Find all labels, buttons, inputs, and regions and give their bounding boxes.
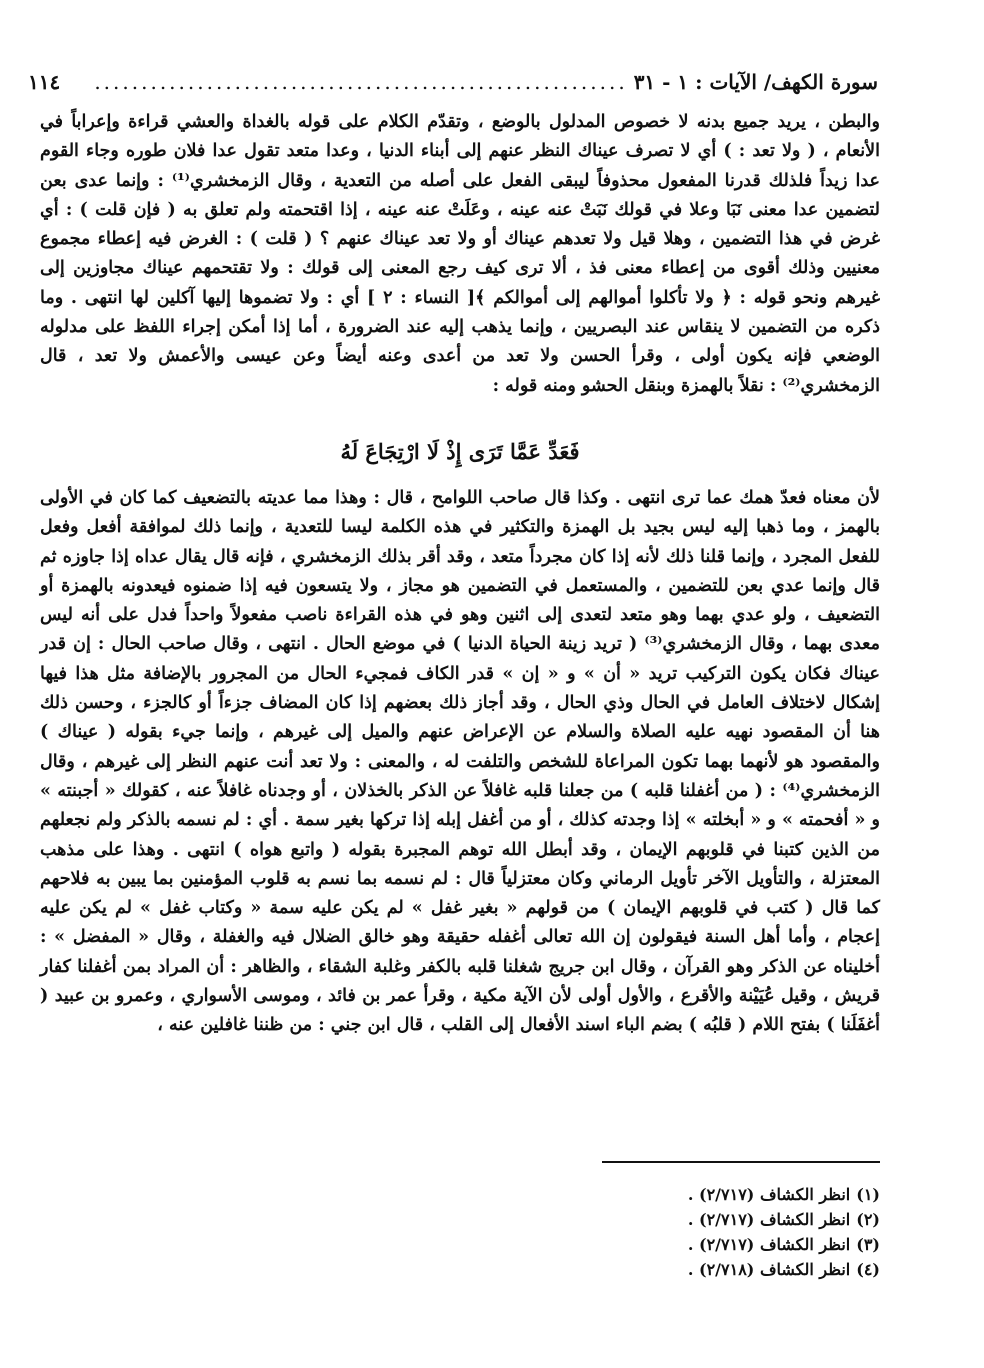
footnote-item (480, 1207, 880, 1232)
footnote-number: (١) (856, 1185, 880, 1204)
footnote-number: (٢) (856, 1210, 880, 1229)
paragraph-2: لأن معناه فعدّ همك عما ترى انتهى . وكذا قال صاحب اللوامح ، قال : وهذا مما عديته بالتضعيف كما كان في الأولى بالهمز ، وما ذهبا إليه ليس بجيد بل الهمزة والتكثير في هذه الكلمة ليسا للتعدية ، وإنما ذلك لموافقة أفعل وفعل للفعل المجرد ، وإنما قلنا ذلك لأنه إذا كان مجرداً متعد ، وقد أقر بذلك الزمخشري ، فإنه قال يقال عداه إذا جاوزه ثم قال وإنما عدي بعن للتضمين ، والمستعمل في التضمين هو مجاز ، ولا يتسعون فيه إذا ضمنوه فيعدونه بالهمزة أو التضعيف ، ولو عدي بهما وهو متعد لتعدى إلى اثنين وهو في هذه القراءة ناصب مفعولاً واحداً فدل على أنه ليس معدى بهما ، وقال الزمخشري⁽³⁾ ( تريد زينة الحياة الدنيا ) في موضع الحال . انتهى ، وقال صاحب الحال : إن قدر عيناك فكان يكون التركيب تريد « أن » و « إن » قدر الكاف فمجيء الحال من المجرور بالإضافة مثل هذا فيها إشكال لاختلاف العامل في الحال وذي الحال ، وقد أجاز ذلك بعضهم إذا كان المضاف جزءاً أو كالجزء ، وحسن ذلك هنا أن المقصود نهيه عليه الصلاة والسلام عن الإعراض عنهم والميل إلى غيرهم ، وإنما جيء بقوله ( عيناك ) والمقصود هو لأنهما بهما تكون المراعاة للشخص والتلفت له ، والمعنى : ولا تعد أنت عنهم النظر إلى غيرهم ، وقال الزمخشري⁽⁴⁾ : ( من أغفلنا قلبه ) من جعلنا قلبه غافلاً عن الذكر بالخذلان ، أو وجدناه غافلاً عنه ، كقولك « أجبنته » و « أفحمته » و « أبخلته » إذا وجدته كذلك ، أو من أغفل إبله إذا تركها بغير سمة . أي : لم نسمه بالذكر ولم نجعلهم من الذين كتبنا في قلوبهم الإيمان ، وقد أبطل الله توهم المجبرة بقوله ( واتبع هواه ) انتهى . وهذا على مذهب المعتزلة ، والتأويل الآخر تأويل الرماني وكان معتزلياً قال : لم نسمه بما نسم به قلوب المؤمنين بما يبين به فلاحهم كما قال ( كتب في قلوبهم الإيمان ) من قولهم « بغير غفل » لم يكن عليه سمة « وكتاب غفل » لم يكن عليه إعجام ، وأما أهل السنة فيقولون إن الله تعالى أغفله حقيقة وهو خالق الضلال فيه والغفلة ، وقال « المفضل » : أخليناه عن الذكر وهو القرآن ، وقال ابن جريج شغلنا قلبه بالكفر وغلبة الشقاء ، والظاهر : أن المراد بمن أغفلنا كفار قريش ، وقيل عُيَيْنة والأقرع ، والأول أولى لأن الآية مكية ، وقرأ عمر بن فائد ، وموسى الأسواري ، وعمرو بن عبيد ( أغفَلَنا ) بفتح اللام ( قلبُه ) بضم الباء اسند الأفعال إلى القلب ، قال ابن جني : من ظننا غافلين عنه ، (40, 488, 880, 1036)
footnote-number: (٤) (856, 1260, 880, 1279)
page-header (28, 62, 878, 94)
poetry-verse: فَعَدِّ عَمَّا تَرَى إِذْ لَا ارْتِجَاعَ لَهُ (340, 439, 580, 464)
footnote-item (480, 1182, 880, 1207)
header-leader-dots: ......................................................... (94, 70, 628, 94)
footnote-text: انظر الكشاف (٢/٧١٧) . (687, 1210, 851, 1229)
footnote-separator (602, 1161, 880, 1163)
footnote-text: انظر الكشاف (٢/٧١٧) . (687, 1185, 851, 1204)
paragraph-1: والبطن ، يريد جميع بدنه لا خصوص المدلول بالوضع ، وتقدّم الكلام على قوله بالغداة والعشي قراءة وإعراباً في الأنعام ، ( ولا تعد : ) أي لا تصرف عيناك النظر عنهم إلى أبناء الدنيا ، وعدا متعد تقول عدا فلان طوره وجاء القوم عدا زيداً فلذلك قدرنا المفعول محذوفاً ليبقى الفعل على أصله من التعدية ، وقال الزمخشري⁽¹⁾ : وإنما عدى بعن لتضمين عدا معنى نَبَا وعلا في قولك نَبَتْ عنه عينه ، وعَلَتْ عنه عينه ، إذا اقتحمته ولم تعلق به ( فإن قلت ) : أي غرض في هذا التضمين ، وهلا قيل ولا تعدهم عيناك أو ولا تعد عيناك عنهم ؟ ( قلت ) : الغرض فيه إعطاء مجموع معنيين وذلك أقوى من إعطاء معنى فذ ، ألا ترى كيف رجع المعنى إلى قولك : ولا تقتحمهم عيناك مجاوزين إلى غيرهم ونحو قوله : ﴿ ولا تأكلوا أموالهم إلى أموالكم ﴾[ النساء : ٢ ] أي : ولا تضموها إليها آكلين لها انتهى . وما ذكره من التضمين لا ينقاس عند البصريين ، وإنما يذهب إليه عند الضرورة ، أما إذا أمكن إجراء اللفظ على مدلوله الوضعي فإنه يكون أولى ، وقرأ الحسن ولا تعد من أعدى وعنه أيضاً وعن عيسى والأعمش ولا تعد ، قال الزمخشري⁽²⁾ : نقلاً بالهمزة وبنقل الحشو ومنه قوله : (40, 112, 880, 396)
footnote-text: انظر الكشاف (٢/٧١٨) . (687, 1260, 851, 1279)
footnote-item (480, 1257, 880, 1282)
footnote-number: (٣) (856, 1235, 880, 1254)
footnote-text: انظر الكشاف (٢/٧١٧) . (687, 1235, 851, 1254)
surah-title: سورة الكهف/ الآيات : ١ - ٣١ (633, 70, 878, 94)
main-text-block-1 (40, 108, 880, 401)
main-text-block-2 (40, 484, 880, 1041)
footnotes-list (480, 1182, 880, 1282)
page-number: ١١٤ (28, 70, 61, 94)
footnote-item (480, 1232, 880, 1257)
